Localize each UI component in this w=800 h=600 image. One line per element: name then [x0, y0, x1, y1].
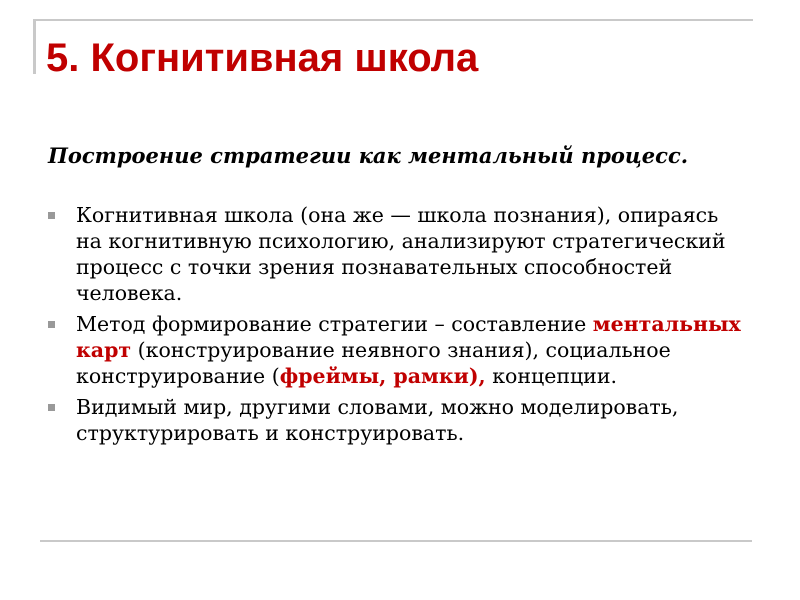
bullet-text: концепции. [485, 364, 618, 388]
highlighted-term: ментальных карт [76, 312, 741, 362]
square-bullet-icon [48, 321, 55, 328]
slide-title: 5. Когнитивная школа [46, 36, 479, 80]
highlighted-term: фреймы, рамки), [279, 364, 486, 388]
square-bullet-icon [48, 404, 55, 411]
bullet-text: (конструирование неявного знания), социальное конструирование ( [76, 338, 671, 388]
slide-subtitle: Построение стратегии как ментальный процесс. [48, 143, 689, 168]
bullet-text: Когнитивная школа (она же — школа познания), опираясь на когнитивную психологию, анализируют стратегический процесс с точки зрения познавательных способностей человека. [76, 203, 726, 305]
bullet-item [48, 202, 748, 306]
bullet-list [48, 202, 748, 451]
square-bullet-icon [48, 212, 55, 219]
bullet-text: Видимый мир, другими словами, можно моделировать, структурировать и конструировать. [76, 395, 679, 445]
left-divider-line [33, 19, 36, 74]
bullet-item [48, 311, 748, 389]
bullet-item [48, 394, 748, 446]
bottom-divider-line [40, 540, 752, 542]
bullet-text: Метод формирование стратегии – составление [76, 312, 593, 336]
top-divider-line [33, 19, 753, 21]
